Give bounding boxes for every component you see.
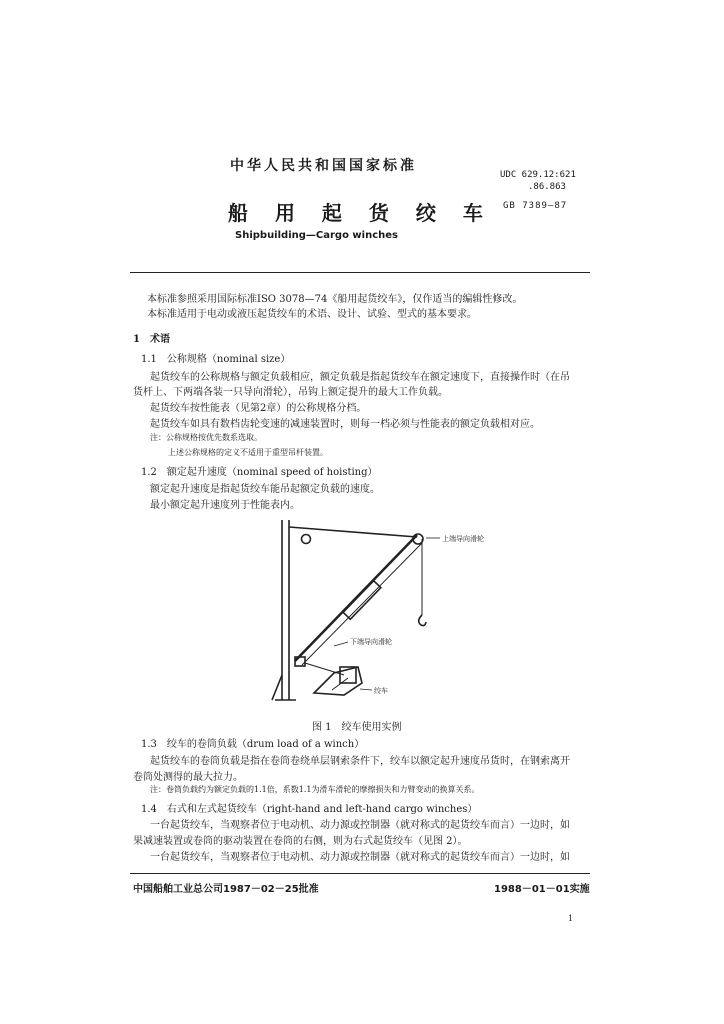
section-1-2-paragraph-1: 额定起升速度是指起货绞车能吊起额定负载的速度。 xyxy=(150,484,380,495)
udc-code-continued: .86.863 xyxy=(528,182,566,192)
winch-usage-figure xyxy=(262,515,512,715)
boom-sleeve xyxy=(343,581,381,620)
topping-block xyxy=(302,535,311,544)
section-1-3-heading: 1.3 绞车的卷筒负载（drum load of a winch） xyxy=(141,739,365,750)
document-title-english: Shipbuilding—Cargo winches xyxy=(235,230,398,241)
document-title: 船 用 起 货 绞 车 xyxy=(228,201,493,225)
label-winch: 绞车 xyxy=(374,687,388,695)
section-1-3-note-1: 注：卷筒负载约为额定负载的1.1倍，系数1.1为滑车滑轮的摩擦损失和力臂变动的换算关系。 xyxy=(150,785,480,794)
cargo-hook xyxy=(419,615,426,626)
section-1-4-paragraph-1b: 果减速装置或卷筒的驱动装置在卷筒的右侧，则为右式起货绞车（见图 2）。 xyxy=(133,836,468,847)
winch-body xyxy=(314,667,362,695)
section-1-3-paragraph-1b: 卷筒处测得的最大拉力。 xyxy=(133,772,243,783)
label-lower-guide-block: 下端导向滑轮 xyxy=(350,638,392,646)
section-1-1-paragraph-1b: 货杆上、下两端各装一只导向滑轮），吊钩上额定提升的最大工作负载。 xyxy=(133,387,448,398)
section-1-1-heading: 1.1 公称规格（nominal size） xyxy=(141,354,291,365)
leader-winch xyxy=(360,689,372,690)
section-1-2-heading: 1.2 额定起升速度（nominal speed of hoisting） xyxy=(141,467,378,478)
section-1-4-paragraph-1a: 一台起货绞车，当观察者位于电动机、动力源或控制器（就对称式的起货绞车而言）一边时，如 xyxy=(150,820,570,831)
intro-line-2: 本标准适用于电动或液压起货绞车的术语、设计、试验、型式的基本要求。 xyxy=(147,309,477,320)
footer-divider xyxy=(130,873,590,874)
figure-1-caption: 图 1 绞车使用实例 xyxy=(312,722,402,733)
approval-date: 中国船舶工业总公司1987－02－25批准 xyxy=(133,884,319,895)
page-number: 1 xyxy=(568,914,574,923)
leader-lower xyxy=(334,642,348,646)
section-1-3-paragraph-1a: 起货绞车的卷筒负载是指在卷筒卷绕单层钢索条件下，绞车以额定起升速度吊货时，在钢索离开 xyxy=(150,756,570,767)
section-1-heading: 1 术语 xyxy=(133,334,170,345)
boom-lower-edge xyxy=(302,543,422,665)
implementation-date: 1988－01－01实施 xyxy=(494,884,590,895)
mast-support xyxy=(272,675,282,700)
section-1-4-heading: 1.4 右式和左式起货绞车（right-hand and left-hand cargo winches） xyxy=(141,804,478,815)
section-1-1-paragraph-2: 起货绞车按性能表（见第2章）的公称规格分档。 xyxy=(150,403,367,414)
intro-line-1: 本标准参照采用国际标准ISO 3078—74《船用起货绞车》，仅作适当的编辑性修改。 xyxy=(147,294,523,305)
header-divider xyxy=(130,272,590,273)
gb-standard-number: GB 7389—87 xyxy=(503,201,568,211)
standard-organization-heading: 中华人民共和国国家标准 xyxy=(230,158,417,174)
section-1-1-note-2: 上述公称规格的定义不适用于重型吊杆装置。 xyxy=(168,448,328,457)
section-1-4-paragraph-2: 一台起货绞车，当观察者位于电动机、动力源或控制器（就对称式的起货绞车而言）一边时，如 xyxy=(150,852,570,863)
section-1-1-paragraph-1a: 起货绞车的公称规格与额定负载相应，额定负载是指起货绞车在额定速度下，直接操作时（在吊 xyxy=(150,372,570,383)
section-1-1-note-1: 注：公称规格按优先数系选取。 xyxy=(150,433,262,442)
section-1-1-paragraph-3: 起货绞车如具有数档齿轮变速的减速装置时，则每一档必须与性能表的额定负载相对应。 xyxy=(150,419,540,430)
udc-code: UDC 629.12:621 xyxy=(500,170,576,180)
label-upper-guide-block: 上端导向滑轮 xyxy=(442,535,484,543)
hoisting-rope xyxy=(305,663,344,675)
section-1-2-paragraph-2: 最小额定起升速度列于性能表内。 xyxy=(150,500,300,511)
